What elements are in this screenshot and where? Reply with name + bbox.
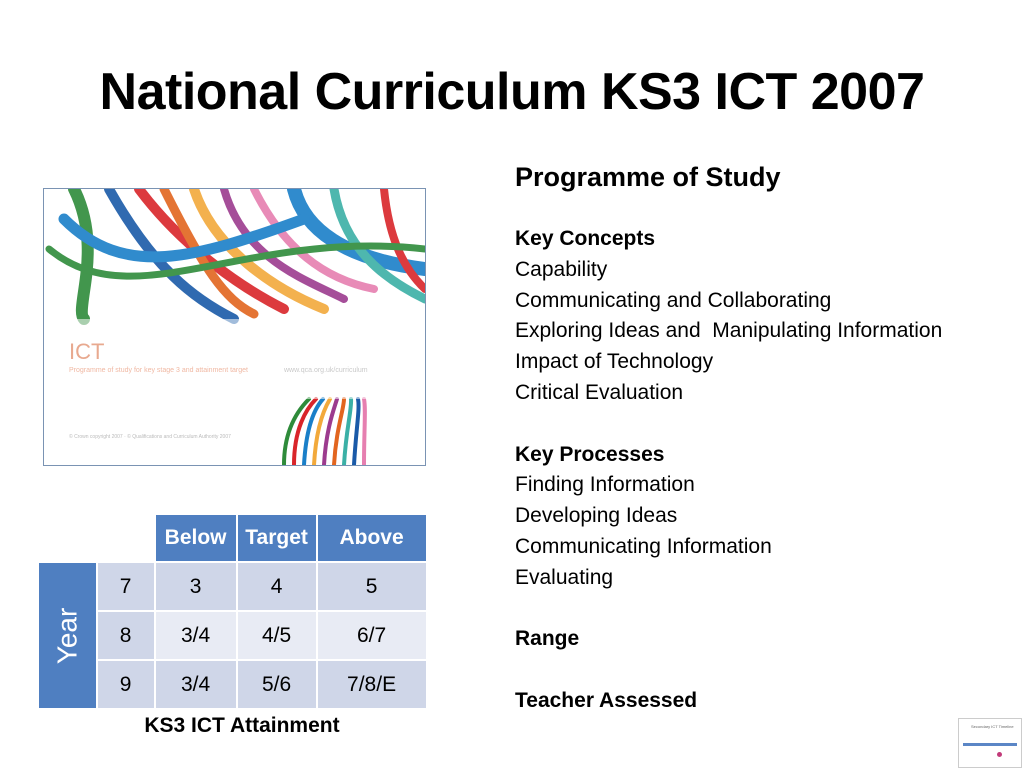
- table-row: [38, 562, 427, 611]
- table-caption: KS3 ICT Attainment: [144, 714, 340, 737]
- cover-ict-label: ICT: [69, 339, 105, 364]
- key-concept-item: Communicating and Collaborating: [515, 288, 832, 312]
- header-above: Above: [317, 514, 427, 562]
- key-process-item: Finding Information: [515, 473, 695, 497]
- target-cell: 4: [237, 562, 317, 611]
- ict-cover-image: [43, 188, 426, 466]
- cover-website: www.qca.org.uk/curriculum: [284, 367, 368, 374]
- slide-title: National Curriculum KS3 ICT 2007: [99, 63, 925, 121]
- year-label: Year: [51, 607, 83, 664]
- above-cell: 5: [317, 562, 427, 611]
- year-label-cell: [38, 562, 97, 709]
- header-target: Target: [237, 514, 317, 562]
- above-cell: 7/8/E: [317, 660, 427, 709]
- key-concept-item: Exploring Ideas and Manipulating Information: [515, 319, 943, 343]
- study-heading: Programme of Study: [515, 162, 781, 192]
- programme-of-study: [515, 160, 1015, 717]
- timeline-thumbnail[interactable]: [958, 718, 1022, 768]
- timeline-marker-icon: [997, 752, 1002, 757]
- key-concept-item: Capability: [515, 257, 608, 281]
- key-concept-item: Critical Evaluation: [515, 380, 684, 404]
- below-cell: 3/4: [155, 611, 237, 660]
- target-cell: 5/6: [237, 660, 317, 709]
- teacher-assessed-heading: Teacher Assessed: [515, 688, 698, 712]
- key-concept-item: Impact of Technology: [515, 350, 714, 374]
- range-heading: Range: [515, 627, 580, 651]
- below-cell: 3: [155, 562, 237, 611]
- year-cell: 8: [97, 611, 155, 660]
- attainment-table: [37, 513, 428, 710]
- thumbnail-title: Secondary ICT Timeline: [971, 724, 1014, 729]
- below-cell: 3/4: [155, 660, 237, 709]
- colored-ribbons-graphic: [44, 189, 425, 465]
- cover-subtitle: Programme of study for key stage 3 and attainment target: [69, 367, 248, 374]
- year-cell: 7: [97, 562, 155, 611]
- target-cell: 4/5: [237, 611, 317, 660]
- header-below: Below: [155, 514, 237, 562]
- key-process-item: Developing Ideas: [515, 504, 678, 528]
- key-processes-heading: Key Processes: [515, 442, 665, 466]
- above-cell: 6/7: [317, 611, 427, 660]
- timeline-line: [963, 743, 1017, 746]
- key-process-item: Communicating Information: [515, 534, 772, 558]
- year-cell: 9: [97, 660, 155, 709]
- key-process-item: Evaluating: [515, 565, 614, 589]
- key-concepts-heading: Key Concepts: [515, 227, 656, 250]
- cover-copyright: © Crown copyright 2007 · © Qualifications and Curriculum Authority 2007: [69, 434, 231, 440]
